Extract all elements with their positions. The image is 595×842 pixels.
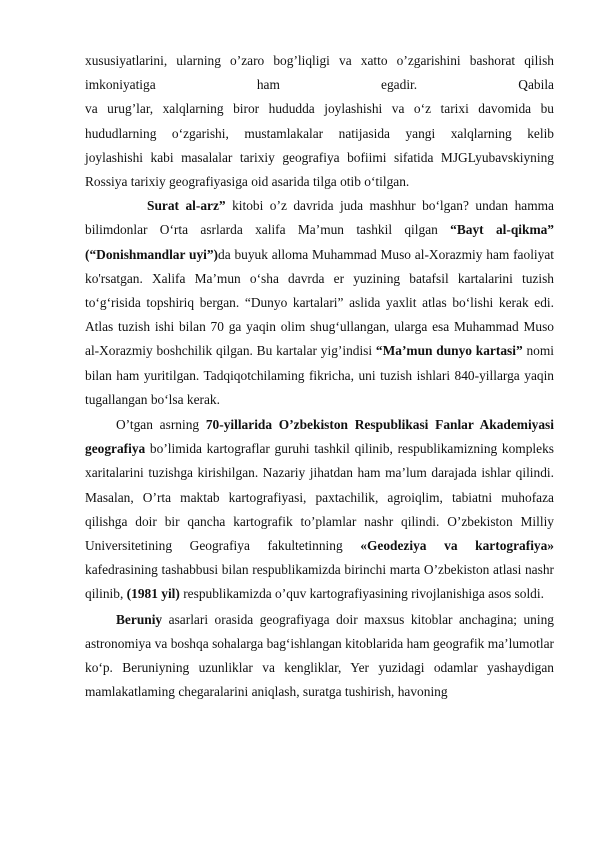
bold-term: 70-yillarida O’zbekiston Respublikasi Fanlar Akademiyasi geografiya — [85, 417, 554, 457]
text-line: Rossiya tarixiy geografiyasiga oid asarida tilga otib o‘tilgan. — [85, 174, 410, 190]
document-page — [85, 49, 554, 704]
text-line — [85, 73, 554, 97]
text-span: kafedrasining tashabbusi bilan respublikamizda birinchi marta O’zbekiston atlasi nashr qilinib, — [85, 562, 554, 602]
paragraph-beruniy — [85, 608, 554, 705]
bold-term: Surat al-arz” — [147, 198, 226, 214]
paragraph-uzbek-cartography — [85, 413, 554, 607]
text-span: da buyuk alloma Muhammad Muso al-Xorazmiy ham faoliyat ko'rsatgan. Xalifa Ma’mun o‘sha davrda er yuzining batafsil kartalarini tuzish to‘g‘risida topshiriq bergan. “Dunyo kartalari” aslida yaxlit atlas bo‘lishi kerak edi. Atlas tuzish ishi bilan 70 ga yaqin olim shug‘ullangan, ularga esa Muhammad Muso al-Xorazmiy boshchilik qilgan. Bu kartalar yig’indisi — [85, 246, 554, 359]
text-line: xususiyatlarini, ularning o’zaro bog’liqligi va xatto o’zgarishini bashorat qilish — [85, 53, 554, 68]
text-line: joylashishi kabi masalalar tarixiy geografiya bofiimi sifatida MJGLyubavskiyning — [85, 149, 554, 165]
bold-term: «Geodeziya va kartografiya» — [360, 538, 554, 554]
bold-term: “Bayt al-qikma” (“Donishmandlar uyi”) — [85, 222, 554, 262]
text-line: va urug’lar, xalqlarning biror hududda joylashishi va o‘z tarixi davomida bu — [85, 101, 554, 117]
bold-term: “Ma’mun dunyo kartasi” — [375, 343, 523, 359]
text-span: kitobi o’z davrida juda mashhur bo‘lgan? undan hamma bilimdonlar O‘rta asrlarda xalifa Ma’mun tashkil qilgan — [85, 198, 555, 238]
text-span: imkoniyatiga ham egadir. — [85, 77, 418, 93]
text-span: O’tgan asrning — [116, 417, 206, 433]
text-span: Qabila — [518, 77, 554, 93]
paragraph-surat-al-arz — [85, 194, 554, 412]
text-span: respublikamizda o’quv kartografiyasining rivojlanishiga asos soldi. — [179, 586, 544, 602]
text-span: asarlari orasida geografiyaga doir maxsus kitoblar anchagina; uning astronomiya va boshqa sohalarga bag‘ishlangan kitoblarida ham geografik ma’lumotlar ko‘p. Beruniyning uzunliklar va kengliklar, Yer yuzidagi odamlar yashaydigan mamlakatlaming chegaralarini aniqlash, suratga tushirish, havoning — [85, 611, 554, 700]
bold-term: Beruniy — [116, 611, 163, 627]
bold-term: (1981 yil) — [126, 586, 180, 602]
text-line: hududlarning o‘zgarishi, mustamlakalar natijasida yangi xalqlarning kelib — [85, 125, 554, 141]
text-span: bo’limida kartograflar guruhi tashkil qilinib, respublikamizning kompleks xaritalarini tuzishga kirishilgan. Nazariy jihatdan ham ma’lum darajada ishlar qilindi. Masalan, O’rta maktab kartografiyasi, paxtachilik, agroiqlim, tabiatni muhofaza qilishga doir bir qancha kartografik to’plamlar nashr qilindi. O’zbekiston Milliy Universitetining Geografiya fakultetinning — [85, 441, 554, 554]
text-span: nomi bilan ham yuritilgan. Tadqiqotchilaming fikricha, uni tuzish ishlari 840-yillarga yaqin tugallangan bo‘lsa kerak. — [85, 343, 554, 407]
paragraph-tribal-geography — [85, 49, 554, 194]
